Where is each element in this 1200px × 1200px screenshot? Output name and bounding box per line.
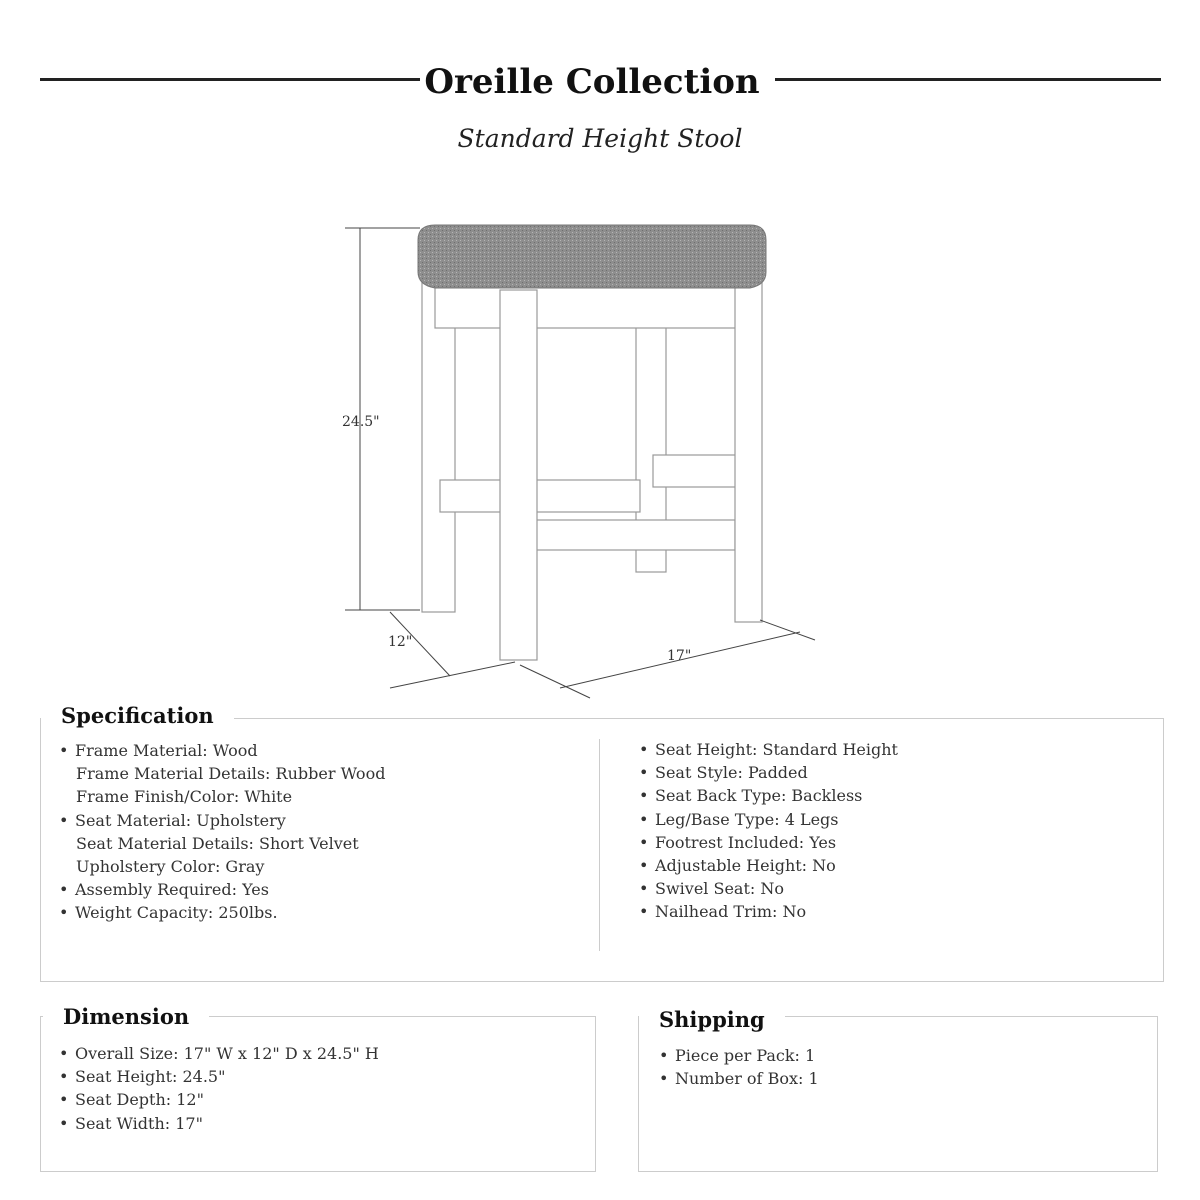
spec-item: • Seat Height: Standard Height <box>639 738 898 761</box>
page-title: Oreille Collection <box>424 62 760 102</box>
shipping-item: • Number of Box: 1 <box>659 1067 819 1090</box>
dimension-item: • Seat Width: 17" <box>59 1112 379 1135</box>
spec-item: • Leg/Base Type: 4 Legs <box>639 808 898 831</box>
spec-item: • Seat Material: Upholstery <box>59 809 385 832</box>
spec-item: • Weight Capacity: 250lbs. <box>59 901 385 924</box>
width-label: 17" <box>667 648 692 664</box>
spec-item: • Nailhead Trim: No <box>639 900 898 923</box>
spec-list-right <box>639 738 898 924</box>
dimension-box <box>40 1004 596 1172</box>
spec-item: • Seat Style: Padded <box>639 761 898 784</box>
height-label: 24.5" <box>342 414 380 430</box>
page-subtitle: Standard Height Stool <box>457 124 743 153</box>
shipping-item: • Piece per Pack: 1 <box>659 1044 819 1067</box>
stool-frame <box>422 265 762 660</box>
dimension-title: Dimension <box>43 1004 209 1029</box>
specification-title: Specification <box>41 703 234 728</box>
spec-item: • Footrest Included: Yes <box>639 831 898 854</box>
seat-cushion <box>418 225 766 288</box>
column-divider <box>599 739 600 951</box>
spec-list-left <box>59 739 385 925</box>
spec-item: Upholstery Color: Gray <box>76 857 265 877</box>
spec-item: • Swivel Seat: No <box>639 877 898 900</box>
spec-item: Seat Material Details: Short Velvet <box>76 833 359 853</box>
spec-item: Frame Material Details: Rubber Wood <box>76 764 386 784</box>
dimension-item: • Seat Depth: 12" <box>59 1088 379 1111</box>
dimension-list <box>59 1042 379 1135</box>
spec-item: • Seat Back Type: Backless <box>639 784 898 807</box>
shipping-box <box>638 1007 1158 1172</box>
depth-label: 12" <box>388 634 413 650</box>
spec-item: Frame Finish/Color: White <box>76 787 293 807</box>
shipping-list <box>659 1044 819 1090</box>
spec-item: • Frame Material: Wood <box>59 739 385 762</box>
spec-item: • Adjustable Height: No <box>639 854 898 877</box>
shipping-title: Shipping <box>639 1007 785 1032</box>
spec-item: • Assembly Required: Yes <box>59 878 385 901</box>
dimension-item: • Seat Height: 24.5" <box>59 1065 379 1088</box>
specification-box <box>40 703 1164 982</box>
dimension-item: • Overall Size: 17" W x 12" D x 24.5" H <box>59 1042 379 1065</box>
